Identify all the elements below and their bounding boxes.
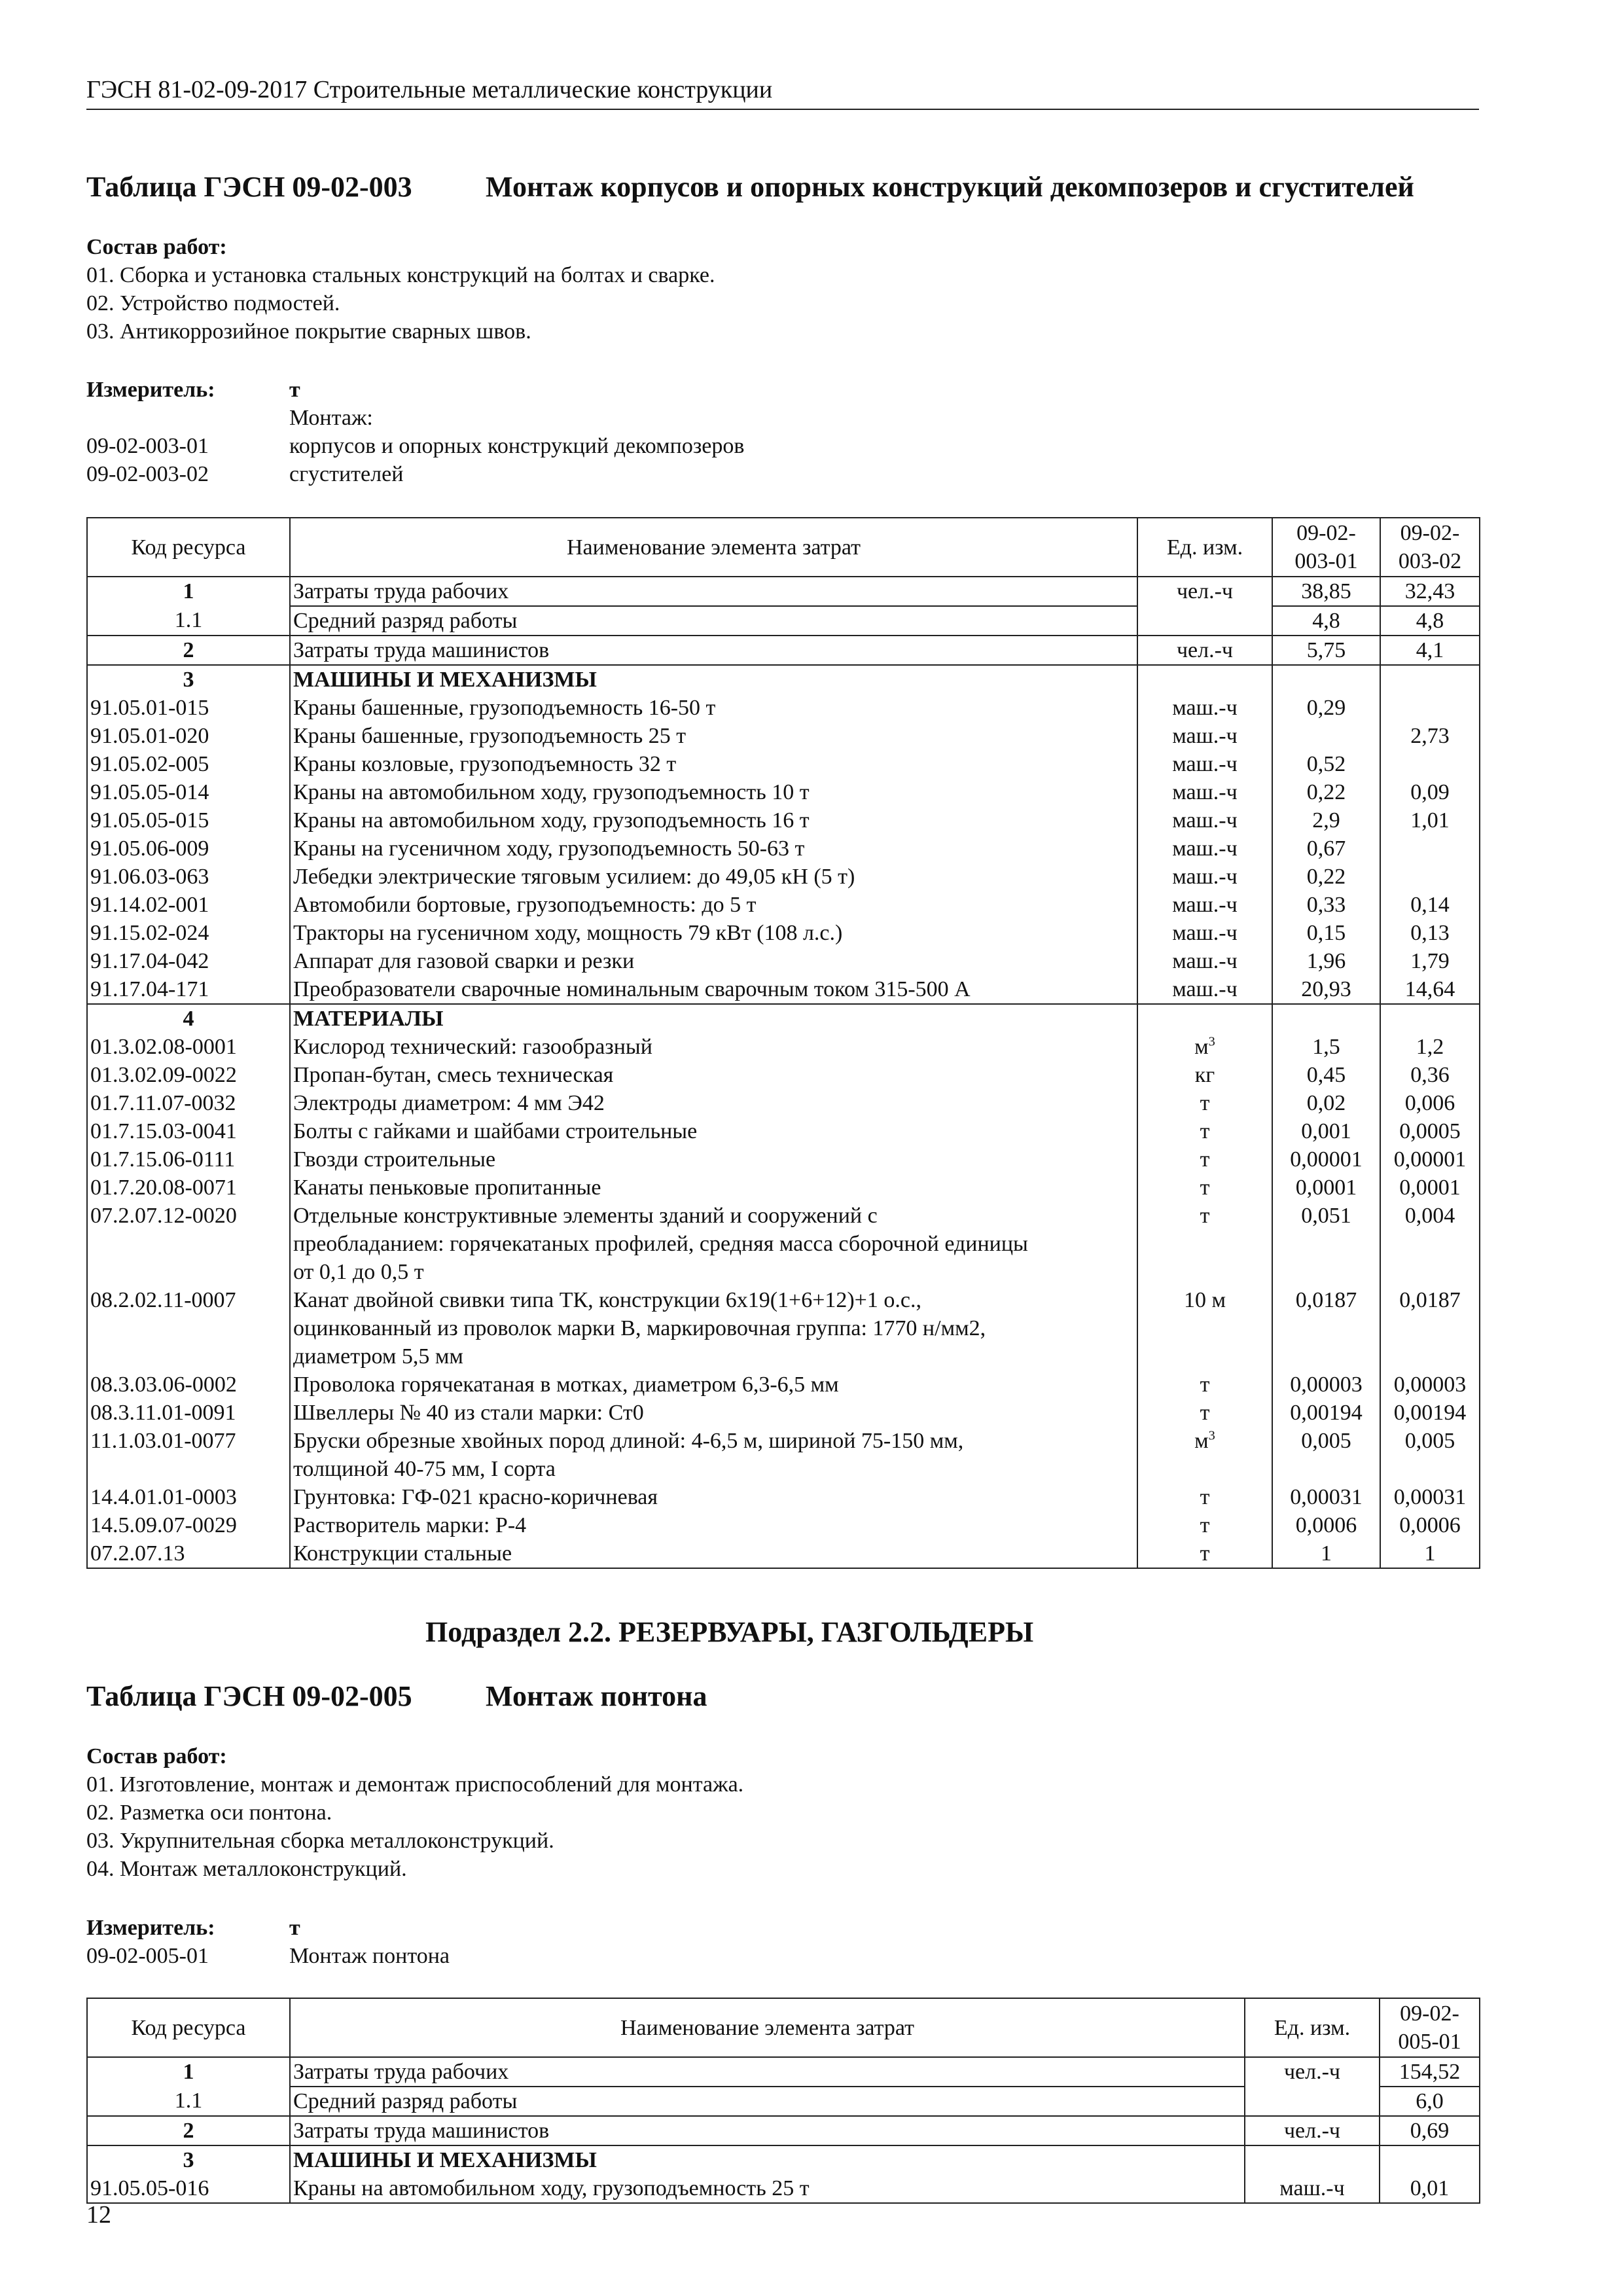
cost-element-line: Швеллеры № 40 из стали марки: Ст0 — [293, 1401, 644, 1425]
value-col-1: 6,0 — [1380, 2087, 1480, 2116]
cost-element-line: Гвозди строительные — [293, 1147, 496, 1172]
header-code: Код ресурса — [87, 518, 290, 577]
value-col-1: 0,01 — [1380, 2174, 1480, 2203]
unit-cell: маш.-ч — [1137, 778, 1272, 806]
table-row — [87, 694, 1480, 722]
cost-element-line: Болты с гайками и шайбами строительные — [293, 1119, 698, 1143]
value-col-1: 0,00031 — [1272, 1483, 1380, 1511]
cost-element-name — [290, 1427, 1137, 1483]
table1-measurer — [86, 376, 744, 488]
value-col-1: 154,52 — [1380, 2057, 1480, 2087]
table-row — [87, 1286, 1480, 1371]
cost-element-name — [290, 2116, 1245, 2145]
table2-work-composition — [86, 1742, 1526, 1883]
cost-element-line: оцинкованный из проволок марки В, маркировочная группа: 1770 н/мм2, — [293, 1316, 986, 1340]
table-row — [87, 722, 1480, 750]
resource-code: 91.05.02-005 — [87, 750, 290, 778]
cost-element-line: Конструкции стальные — [293, 1541, 512, 1566]
value-col-2: 1 — [1380, 1539, 1480, 1568]
cost-element-line: Отдельные конструктивные элементы зданий и сооружений с — [293, 1204, 878, 1228]
unit-cell: маш.-ч — [1137, 863, 1272, 891]
cost-element-line: Краны башенные, грузоподъемность 16-50 т — [293, 696, 716, 720]
cost-element-line: Краны башенные, грузоподъемность 25 т — [293, 724, 687, 748]
cost-element-name — [290, 636, 1137, 665]
value-col-2: 32,43 — [1380, 577, 1480, 606]
value-col-1: 0,45 — [1272, 1061, 1380, 1089]
resource-code: 91.17.04-171 — [87, 975, 290, 1004]
table-row — [87, 1117, 1480, 1145]
header-col-2 — [1380, 518, 1480, 577]
table-row — [87, 2174, 1480, 2203]
cost-element-name — [290, 863, 1137, 891]
cost-element-line: Растворитель марки: Р-4 — [293, 1513, 527, 1537]
resource-code: 91.05.06-009 — [87, 834, 290, 863]
cost-element-name — [290, 891, 1137, 919]
table-header-row — [87, 518, 1480, 577]
value-col-1: 0,67 — [1272, 834, 1380, 863]
cost-element-line: Канаты пеньковые пропитанные — [293, 1175, 601, 1200]
resource-code: 91.05.05-016 — [87, 2174, 290, 2203]
cost-element-line: Проволока горячекатаная в мотках, диаметром 6,3-6,5 мм — [293, 1372, 839, 1397]
resource-code: 14.5.09.07-0029 — [87, 1511, 290, 1539]
unit-cell: чел.-ч — [1245, 2116, 1380, 2145]
value-col-2: 1,01 — [1380, 806, 1480, 834]
resource-code: 91.14.02-001 — [87, 891, 290, 919]
header-col-1 — [1272, 518, 1380, 577]
value-col-1: 0,02 — [1272, 1089, 1380, 1117]
resource-code: 91.05.01-015 — [87, 694, 290, 722]
cost-element-line: Электроды диаметром: 4 мм Э42 — [293, 1091, 605, 1115]
cost-element-line: Преобразователи сварочные номинальным сварочным током 315-500 А — [293, 977, 971, 1001]
resource-code: 01.7.15.03-0041 — [87, 1117, 290, 1145]
value-col-2: 0,0005 — [1380, 1117, 1480, 1145]
cost-element-line: МАТЕРИАЛЫ — [293, 1007, 444, 1031]
page-number: 12 — [86, 2201, 111, 2229]
variant-code: 09-02-003-02 — [86, 462, 209, 486]
cost-element-line: Автомобили бортовые, грузоподъемность: до 5 т — [293, 893, 757, 917]
resource-code: 01.3.02.08-0001 — [87, 1033, 290, 1061]
table-row — [87, 778, 1480, 806]
unit-cell: чел.-ч — [1137, 636, 1272, 665]
work-item: 04. Монтаж металлоконструкций. — [86, 1857, 407, 1881]
cost-element-name — [290, 2057, 1245, 2087]
value-col-2: 0,00031 — [1380, 1483, 1480, 1511]
unit-cell: т — [1137, 1202, 1272, 1286]
table-row — [87, 606, 1480, 636]
resource-code: 1 — [87, 577, 290, 606]
unit-cell: кг — [1137, 1061, 1272, 1089]
unit-cell: т — [1137, 1399, 1272, 1427]
cost-element-line: толщиной 40-75 мм, I сорта — [293, 1457, 556, 1481]
unit-cell: маш.-ч — [1137, 891, 1272, 919]
resource-code: 91.06.03-063 — [87, 863, 290, 891]
variant-code: 09-02-003-01 — [86, 434, 209, 458]
unit-cell: чел.-ч — [1245, 2057, 1380, 2087]
resource-code: 07.2.07.12-0020 — [87, 1202, 290, 1286]
cost-element-line: Затраты труда машинистов — [293, 638, 550, 662]
cost-element-name — [290, 1399, 1137, 1427]
header-col-1-line: 003-01 — [1294, 549, 1358, 573]
cost-element-name — [290, 1061, 1137, 1089]
cost-element-line: МАШИНЫ И МЕХАНИЗМЫ — [293, 668, 597, 692]
value-col-2: 0,006 — [1380, 1089, 1480, 1117]
work-composition-label: Состав работ: — [86, 235, 227, 259]
resource-code: 91.15.02-024 — [87, 919, 290, 947]
cost-element-name — [290, 1286, 1137, 1371]
work-item: 01. Изготовление, монтаж и демонтаж приспособлений для монтажа. — [86, 1772, 744, 1797]
cost-element-line: МАШИНЫ И МЕХАНИЗМЫ — [293, 2148, 597, 2172]
value-col-1: 1,96 — [1272, 947, 1380, 975]
value-col-2: 0,09 — [1380, 778, 1480, 806]
table-row — [87, 1061, 1480, 1089]
unit-cell: маш.-ч — [1137, 834, 1272, 863]
value-col-1: 0,33 — [1272, 891, 1380, 919]
value-col-2: 14,64 — [1380, 975, 1480, 1004]
value-col-2: 0,004 — [1380, 1202, 1480, 1286]
table-row — [87, 863, 1480, 891]
resource-code: 91.05.01-020 — [87, 722, 290, 750]
montage-label: Монтаж: — [289, 406, 373, 430]
cost-element-name — [290, 1145, 1137, 1174]
variant-name: Монтаж понтона — [289, 1944, 450, 1968]
value-col-1: 0,00194 — [1272, 1399, 1380, 1427]
cost-element-line: Затраты труда рабочих — [293, 2060, 509, 2084]
header-code: Код ресурса — [87, 1998, 290, 2057]
cost-element-line: Грунтовка: ГФ-021 красно-коричневая — [293, 1485, 658, 1509]
table-row — [87, 2145, 1480, 2174]
value-col-1 — [1272, 1004, 1380, 1033]
resource-code: 4 — [87, 1004, 290, 1033]
cost-element-name — [290, 1511, 1137, 1539]
resource-code: 91.05.05-014 — [87, 778, 290, 806]
table-row — [87, 577, 1480, 606]
table-row — [87, 1511, 1480, 1539]
unit-cell: т — [1137, 1145, 1272, 1174]
cost-element-line: Затраты труда рабочих — [293, 579, 509, 603]
unit-cell — [1137, 606, 1272, 636]
cost-element-line: Краны на автомобильном ходу, грузоподъемность 10 т — [293, 780, 810, 804]
cost-element-name — [290, 2145, 1245, 2174]
resource-code: 1.1 — [87, 606, 290, 636]
table-row — [87, 2087, 1480, 2116]
header-col-1-line: 005-01 — [1398, 2030, 1461, 2054]
value-col-1: 0,051 — [1272, 1202, 1380, 1286]
value-col-2: 0,00001 — [1380, 1145, 1480, 1174]
value-col-2: 0,0187 — [1380, 1286, 1480, 1371]
value-col-1: 0,29 — [1272, 694, 1380, 722]
unit-cell: маш.-ч — [1137, 919, 1272, 947]
value-col-1: 0,52 — [1272, 750, 1380, 778]
value-col-2: 0,13 — [1380, 919, 1480, 947]
value-col-1: 0,0006 — [1272, 1511, 1380, 1539]
unit-cell: маш.-ч — [1137, 750, 1272, 778]
cost-element-line: диаметром 5,5 мм — [293, 1344, 463, 1369]
cost-element-line: Канат двойной свивки типа ТК, конструкции 6х19(1+6+12)+1 о.с., — [293, 1288, 921, 1312]
cost-element-line: Лебедки электрические тяговым усилием: до 49,05 кН (5 т) — [293, 865, 855, 889]
value-col-1: 5,75 — [1272, 636, 1380, 665]
table-row — [87, 834, 1480, 863]
value-col-2: 0,005 — [1380, 1427, 1480, 1483]
value-col-2: 0,36 — [1380, 1061, 1480, 1089]
norm-table-2 — [86, 1998, 1480, 2204]
cost-element-name — [290, 1004, 1137, 1033]
unit-cell: т — [1137, 1117, 1272, 1145]
cost-element-name — [290, 694, 1137, 722]
variant-code: 09-02-005-01 — [86, 1944, 209, 1968]
table2-title: Монтаж понтона — [486, 1680, 707, 1712]
value-col-1: 0,001 — [1272, 1117, 1380, 1145]
cost-element-name — [290, 1539, 1137, 1568]
header-col-1-line: 09-02- — [1400, 2001, 1459, 2026]
cost-element-name — [290, 1174, 1137, 1202]
value-col-1: 2,9 — [1272, 806, 1380, 834]
unit-cell: маш.-ч — [1137, 722, 1272, 750]
resource-code: 08.2.02.11-0007 — [87, 1286, 290, 1371]
unit-cell: т — [1137, 1511, 1272, 1539]
resource-code: 01.7.15.06-0111 — [87, 1145, 290, 1174]
cost-element-line: Краны на гусеничном ходу, грузоподъемность 50-63 т — [293, 836, 805, 861]
value-col-1: 0,0187 — [1272, 1286, 1380, 1371]
value-col-2 — [1380, 834, 1480, 863]
value-col-2: 1,79 — [1380, 947, 1480, 975]
resource-code: 2 — [87, 636, 290, 665]
unit-cell: т — [1137, 1089, 1272, 1117]
value-col-2 — [1380, 665, 1480, 694]
cost-element-line: Затраты труда машинистов — [293, 2119, 550, 2143]
unit-cell: маш.-ч — [1137, 694, 1272, 722]
cost-element-name — [290, 1202, 1137, 1286]
table-row — [87, 1539, 1480, 1568]
resource-code: 91.17.04-042 — [87, 947, 290, 975]
header-col-1-line: 09-02- — [1296, 521, 1356, 545]
subsection-title: Подраздел 2.2. РЕЗЕРВУАРЫ, ГАЗГОЛЬДЕРЫ — [425, 1616, 1034, 1648]
resource-code: 14.4.01.01-0003 — [87, 1483, 290, 1511]
cost-element-name — [290, 834, 1137, 863]
cost-element-name — [290, 2087, 1245, 2116]
value-col-2: 0,0006 — [1380, 1511, 1480, 1539]
table1-title: Монтаж корпусов и опорных конструкций декомпозеров и сгустителей — [486, 171, 1414, 203]
value-col-2: 0,00003 — [1380, 1371, 1480, 1399]
resource-code: 11.1.03.01-0077 — [87, 1427, 290, 1483]
table-row — [87, 975, 1480, 1004]
table-row — [87, 1371, 1480, 1399]
value-col-2 — [1380, 863, 1480, 891]
value-col-1: 0,00003 — [1272, 1371, 1380, 1399]
cost-element-name — [290, 1371, 1137, 1399]
unit-cell: чел.-ч — [1137, 577, 1272, 606]
table2-measurer — [86, 1914, 450, 1970]
value-col-1: 38,85 — [1272, 577, 1380, 606]
unit-cell: маш.-ч — [1137, 806, 1272, 834]
unit-cell: маш.-ч — [1137, 947, 1272, 975]
table2-heading — [86, 1678, 707, 1715]
work-composition-label: Состав работ: — [86, 1744, 227, 1768]
table-header-row — [87, 1998, 1480, 2057]
resource-code: 01.7.11.07-0032 — [87, 1089, 290, 1117]
table-row — [87, 750, 1480, 778]
table-row — [87, 665, 1480, 694]
resource-code: 08.3.11.01-0091 — [87, 1399, 290, 1427]
value-col-1 — [1272, 722, 1380, 750]
value-col-2 — [1380, 694, 1480, 722]
table-row — [87, 891, 1480, 919]
header-col-1 — [1380, 1998, 1480, 2057]
value-col-1: 20,93 — [1272, 975, 1380, 1004]
value-col-2: 1,2 — [1380, 1033, 1480, 1061]
cost-element-line: Краны на автомобильном ходу, грузоподъемность 25 т — [293, 2176, 810, 2200]
measurer-unit: т — [289, 378, 300, 402]
resource-code: 2 — [87, 2116, 290, 2145]
value-col-1: 0,22 — [1272, 863, 1380, 891]
unit-cell — [1245, 2087, 1380, 2116]
table1-heading — [86, 169, 1414, 206]
cost-element-name — [290, 1117, 1137, 1145]
cost-element-name — [290, 1089, 1137, 1117]
cost-element-name — [290, 722, 1137, 750]
resource-code: 08.3.03.06-0002 — [87, 1371, 290, 1399]
resource-code: 3 — [87, 665, 290, 694]
header-unit: Ед. изм. — [1137, 518, 1272, 577]
unit-cell: маш.-ч — [1245, 2174, 1380, 2203]
work-item: 03. Укрупнительная сборка металлоконструкций. — [86, 1829, 554, 1853]
cost-element-line: Бруски обрезные хвойных пород длиной: 4-6,5 м, шириной 75-150 мм, — [293, 1429, 964, 1453]
resource-code: 01.3.02.09-0022 — [87, 1061, 290, 1089]
work-item: 03. Антикоррозийное покрытие сварных швов. — [86, 319, 531, 344]
table-row — [87, 919, 1480, 947]
table-row — [87, 806, 1480, 834]
value-col-1 — [1272, 665, 1380, 694]
table-row — [87, 1089, 1480, 1117]
table-row — [87, 1145, 1480, 1174]
table-row — [87, 1202, 1480, 1286]
resource-code: 07.2.07.13 — [87, 1539, 290, 1568]
value-col-2: 4,1 — [1380, 636, 1480, 665]
value-col-1: 0,69 — [1380, 2116, 1480, 2145]
value-col-2 — [1380, 750, 1480, 778]
unit-cell: т — [1137, 1539, 1272, 1568]
cost-element-name — [290, 665, 1137, 694]
value-col-1: 0,005 — [1272, 1427, 1380, 1483]
value-col-2: 4,8 — [1380, 606, 1480, 636]
cost-element-name — [290, 2174, 1245, 2203]
table-row — [87, 636, 1480, 665]
cost-element-line: Тракторы на гусеничном ходу, мощность 79 кВт (108 л.с.) — [293, 921, 843, 945]
work-item: 02. Устройство подмостей. — [86, 291, 340, 315]
value-col-1: 0,0001 — [1272, 1174, 1380, 1202]
value-col-1: 0,00001 — [1272, 1145, 1380, 1174]
cost-element-line: преобладанием: горячекатаных профилей, средняя масса сборочной единицы — [293, 1232, 1028, 1256]
work-item: 01. Сборка и установка стальных конструкций на болтах и сварке. — [86, 263, 715, 287]
header-col-2-line: 003-02 — [1398, 549, 1462, 573]
cost-element-name — [290, 1033, 1137, 1061]
header-col-2-line: 09-02- — [1400, 521, 1460, 545]
table-row — [87, 1483, 1480, 1511]
header-unit: Ед. изм. — [1245, 1998, 1380, 2057]
value-col-1 — [1380, 2145, 1480, 2174]
cost-element-line: Аппарат для газовой сварки и резки — [293, 949, 635, 973]
table-row — [87, 1004, 1480, 1033]
table-row — [87, 2057, 1480, 2087]
header-name: Наименование элемента затрат — [290, 1998, 1245, 2057]
variant-name: сгустителей — [289, 462, 404, 486]
resource-code: 3 — [87, 2145, 290, 2174]
unit-cell: т — [1137, 1483, 1272, 1511]
unit-cell: т — [1137, 1371, 1272, 1399]
value-col-1: 0,22 — [1272, 778, 1380, 806]
table-row — [87, 947, 1480, 975]
resource-code: 91.05.05-015 — [87, 806, 290, 834]
cost-element-name — [290, 778, 1137, 806]
value-col-1: 4,8 — [1272, 606, 1380, 636]
cost-element-line: Краны на автомобильном ходу, грузоподъемность 16 т — [293, 808, 810, 833]
measurer-label: Измеритель: — [86, 378, 215, 402]
header-name: Наименование элемента затрат — [290, 518, 1137, 577]
table-row — [87, 1033, 1480, 1061]
norm-table-1 — [86, 517, 1480, 1569]
unit-cell: маш.-ч — [1137, 975, 1272, 1004]
value-col-2 — [1380, 1004, 1480, 1033]
value-col-1: 1 — [1272, 1539, 1380, 1568]
unit-cell — [1245, 2145, 1380, 2174]
resource-code: 1.1 — [87, 2087, 290, 2116]
table-row — [87, 2116, 1480, 2145]
table-row — [87, 1399, 1480, 1427]
cost-element-line: Краны козловые, грузоподъемность 32 т — [293, 752, 677, 776]
cost-element-name — [290, 975, 1137, 1004]
table1-number: Таблица ГЭСН 09-02-003 — [86, 171, 412, 203]
unit-cell: $м^3$ — [1137, 1033, 1272, 1061]
unit-cell: т — [1137, 1174, 1272, 1202]
running-head: ГЭСН 81-02-09-2017 Строительные металлические конструкции — [86, 73, 1479, 110]
value-col-2: 0,00194 — [1380, 1399, 1480, 1427]
cost-element-name — [290, 947, 1137, 975]
value-col-2: 0,0001 — [1380, 1174, 1480, 1202]
cost-element-name — [290, 919, 1137, 947]
table-row — [87, 1174, 1480, 1202]
table-row — [87, 1427, 1480, 1483]
value-col-1: 0,15 — [1272, 919, 1380, 947]
cost-element-name — [290, 806, 1137, 834]
variant-name: корпусов и опорных конструкций декомпозеров — [289, 434, 745, 458]
cost-element-name — [290, 1483, 1137, 1511]
cost-element-name — [290, 606, 1137, 636]
cost-element-line: Пропан-бутан, смесь техническая — [293, 1063, 614, 1087]
resource-code: 01.7.20.08-0071 — [87, 1174, 290, 1202]
measurer-unit: т — [289, 1916, 300, 1940]
cost-element-name — [290, 750, 1137, 778]
work-item: 02. Разметка оси понтона. — [86, 1801, 332, 1825]
unit-cell — [1137, 665, 1272, 694]
measurer-label: Измеритель: — [86, 1916, 215, 1940]
cost-element-name — [290, 577, 1137, 606]
cost-element-line: Кислород технический: газообразный — [293, 1035, 652, 1059]
unit-cell — [1137, 1004, 1272, 1033]
unit-cell: 10 м — [1137, 1286, 1272, 1371]
table2-number: Таблица ГЭСН 09-02-005 — [86, 1680, 412, 1712]
cost-element-line: от 0,1 до 0,5 т — [293, 1260, 424, 1284]
table1-work-composition — [86, 233, 1526, 346]
cost-element-line: Средний разряд работы — [293, 2089, 518, 2113]
resource-code: 1 — [87, 2057, 290, 2087]
value-col-2: 0,14 — [1380, 891, 1480, 919]
cost-element-line: Средний разряд работы — [293, 609, 518, 633]
value-col-1: 1,5 — [1272, 1033, 1380, 1061]
value-col-2: 2,73 — [1380, 722, 1480, 750]
unit-cell: $м^3$ — [1137, 1427, 1272, 1483]
